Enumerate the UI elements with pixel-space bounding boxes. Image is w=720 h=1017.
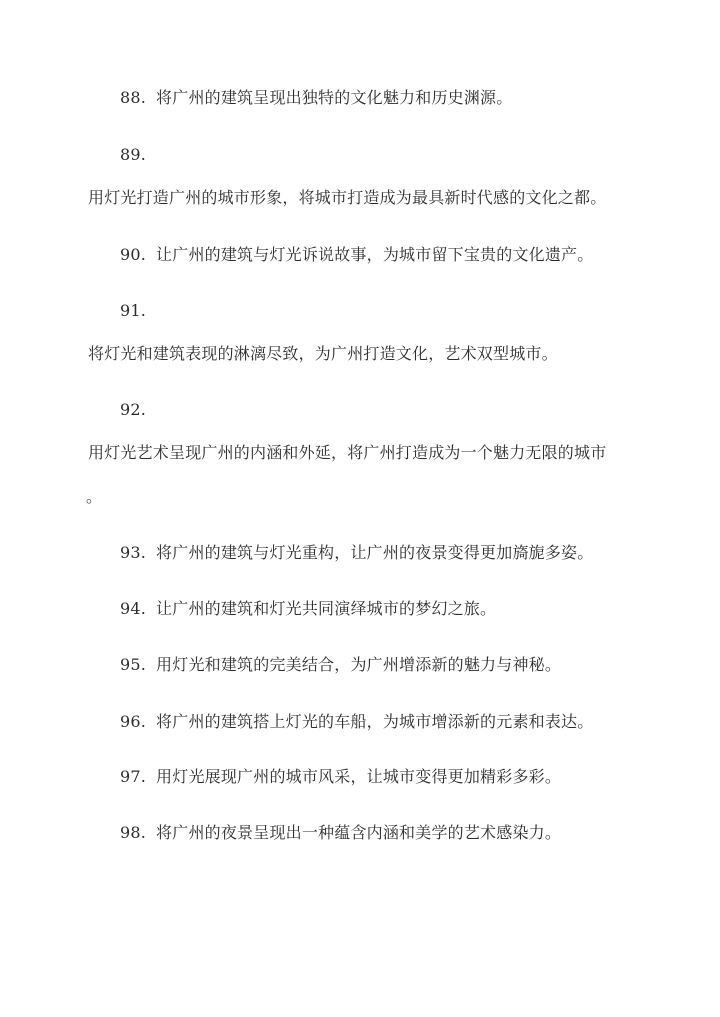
list-item-97 [120,767,561,787]
item-number: 96. [120,712,147,731]
item-text: 用灯光打造广州的城市形象，将城市打造成为最具新时代感的文化之都。 [88,188,607,207]
item-number: 95. [120,655,147,674]
list-item-92-number [120,400,146,420]
item-text: 将灯光和建筑表现的淋漓尽致，为广州打造文化，艺术双型城市。 [88,344,558,363]
list-item-95 [120,655,561,675]
item-number: 94. [120,599,147,618]
list-item-98 [120,823,561,843]
item-text: 将广州的建筑搭上灯光的车船，为城市增添新的元素和表达。 [156,712,594,731]
list-item-91-number [120,301,146,321]
item-number: 91. [120,301,147,320]
item-number: 88. [120,88,147,107]
list-item-93 [120,543,593,563]
item-text: 用灯光艺术呈现广州的内涵和外延，将广州打造成为一个魅力无限的城市 [88,443,607,462]
item-number: 89. [120,145,147,164]
item-number: 92. [120,400,147,419]
list-item-89-text [88,188,606,208]
list-item-91-text [88,344,558,364]
item-number: 98. [120,823,147,842]
list-item-90 [120,245,593,265]
item-text: 用灯光展现广州的城市风采，让城市变得更加精彩多彩。 [156,767,562,786]
list-item-96 [120,712,593,732]
item-text: 将广州的夜景呈现出一种蕴含内涵和美学的艺术感染力。 [156,823,562,842]
list-item-88 [120,88,512,108]
item-number: 97. [120,767,147,786]
item-text: 将广州的建筑呈现出独特的文化魅力和历史渊源。 [156,88,513,107]
item-number: 93. [120,543,147,562]
list-item-92-continuation [86,487,102,507]
item-text-continuation: 。 [86,487,103,506]
item-text: 用灯光和建筑的完美结合，为广州增添新的魅力与神秘。 [156,655,562,674]
item-number: 90. [120,245,147,264]
list-item-89-number [120,145,146,165]
item-text: 让广州的建筑与灯光诉说故事，为城市留下宝贵的文化遗产。 [156,245,594,264]
list-item-94 [120,599,496,619]
item-text: 让广州的建筑和灯光共同演绎城市的梦幻之旅。 [156,599,497,618]
item-text: 将广州的建筑与灯光重构，让广州的夜景变得更加旖旎多姿。 [156,543,594,562]
list-item-92-text [88,443,606,463]
